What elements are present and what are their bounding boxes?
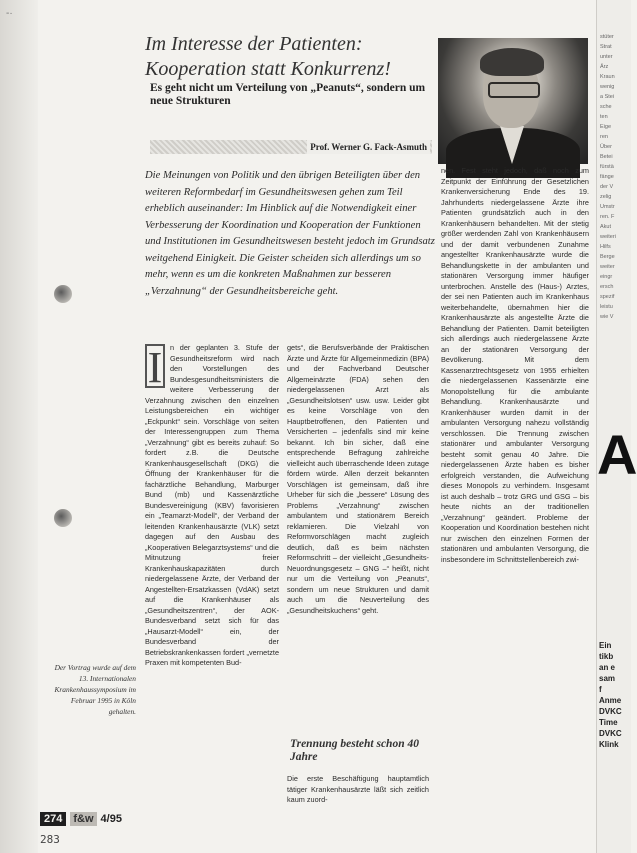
binder-margin [0,0,38,853]
neighbor-line: ten [600,114,608,120]
neighbor-bottom-line: Klink [599,740,619,749]
body-column-3 [441,166,589,565]
neighbor-line: Akut [600,224,612,230]
neighbor-line: spezif [600,294,615,300]
neighbor-line: ersch [600,284,614,290]
neighbor-line: eingr [600,274,613,280]
author-name: Prof. Werner G. Fack-Asmuth [307,140,430,154]
article-title [145,32,445,82]
body-column-1 [145,343,279,669]
neighbor-line: Umstr [600,204,615,210]
neighbor-text [597,0,631,322]
body-column-2-continued [287,774,429,806]
neighbor-line: Über [600,144,612,150]
neighbor-line: leistu [600,304,613,310]
section-subhead: Trennung besteht schon 40 Jahre [290,738,419,763]
column-1-text: n der geplanten 3. Stufe der Gesundheitsreform wird nach den Vorstellungen des Bundesgesundheitsministers die weitere Verbesserung der Verzahnung zwischen den einzelnen Leistungsbereichen ein wichtiger „Eckpunkt“ sein. Vorschläge von seiten der Interessengruppen zum Thema „Verzahnung“ gibt es bereits zuhauf: So fordert z.B. die Deutsche Krankenhausgesellschaft (DKG) die Öffnung der Krankenhäuser für die fachärztliche Behandlung, Marburger Bund (mb) und Kassenärztliche Bundesvereinigung (KBV) favorisieren ein „Teamarzt-Modell“, der Verband der leitenden Krankenhausärzte (VLK) setzt dagegen auf den Ausbau des „Kooperativen Belegarztsystems“ und die Mitnutzung freier Krankenhauskapazitäten durch niedergelassene Ärzte, der Verband der Angestellten-Ersatzkassen (VdAK) setzt auf die Krankenhäuser als „Gesundheitszentren“, der AOK-Bundesverband setzt sich für das „Hausarzt-Modell“ ein, der Bundesverband der Betriebskrankenkassen fordert „vernetzte Praxen mit kompetenten Bud- [145,343,279,667]
title-line-2: Kooperation statt Konkurrenz! [145,58,391,80]
author-photo [438,38,588,164]
neighbor-bottom-line: Ein [599,641,612,650]
neighbor-line: weiter [600,264,615,270]
neighbor-line: Ärz [600,64,609,70]
neighbor-line: Kraun [600,74,615,80]
neighbor-line: Eige [600,124,612,130]
neighbor-bottom-line: f [599,685,602,694]
neighbor-bottom-line: tikb [599,652,614,661]
neighbor-line: ren [600,134,608,140]
neighbor-big-letter: A [597,423,637,486]
neighbor-line: sche [600,104,612,110]
neighbor-line: Strat [600,44,612,50]
body-column-2 [287,343,429,616]
photo-caption: Der Vortrag wurde auf dem 13. Internationalen Krankenhaussymposium im Februar 1995 in Köln gehalten. [54,663,136,716]
article-subtitle: Es geht nicht um Verteilung von „Peanuts“, sondern um neue Strukturen [150,82,426,107]
neighbor-line: der V [600,184,614,190]
punch-hole-top [54,285,72,303]
column-3-text: nen. Fest steht jedoch, daß noch zum Zeitpunkt der Einführung der Gesetzlichen Krankenversicherung Ende des 19. Jahrhunderts niedergelassene Ärzte ihre Patienten grundsätzlich auch in den Krankenhäusern behandelten. Mit der stetig größer werdenden Zahl von Krankenhäusern und der damit verbundenen Zunahme angestellter Krankenhausärzte wurde die Behandlungskette in der ambulanten und stationären Versorgung immer häufiger unterbrochen. Anstelle des (Haus-) Arztes, der sei nen Patienten auch im Krankenhaus weiterbehandelte, übernahmen hier die Krankenhausärzte als angestellte Ärzte die Behandlung der Patienten. Damit beteiligten sich allerdings auch niedergelassene Ärzte an der stationären Versorgung der Bevölkerung. Mit dem Kassenarztrechtsgesetz von 1955 erhielten die niedergelassenen Kassenärzte eine Monopolstellung für die ambulante Behandlung. Krankenhausärzte und Krankenhäuser wurden damit in der ambulanten Versorgung nahezu vollständig verschlossen. Die Trennung zwischen stationärer und ambulanter Versorgung besteht somit genau 40 Jahre. Die niedergelassenen Ärzte haben es bisher erfolgreich verstanden, die Aufweichung dieses Monopols zu verhindern. Insgesamt ist auch deshalb – trotz GRG und GSG – bis heute nichts an der traditionellen „Verzahnung“ geändert. Probleme der Kooperation und Koordination bestehen nicht nur zwischen den einzelnen Formen der stationären und ambulanten Versorgung, die insbesondere im Schnittstellenbereich zwi- [441,166,589,564]
issue-number: 4/95 [100,813,122,825]
title-line-1: Im Interesse der Patienten: [145,33,363,55]
magazine-logo: f&w [70,812,96,826]
neighbor-line: wie V [600,314,614,320]
neighbor-line: zelig [600,194,612,200]
corner-mark: -· [6,8,13,19]
neighbor-bottom-line: an e [599,663,616,672]
handwritten-note: 283 [40,833,60,846]
neighbor-line: wenig [600,84,615,90]
neighbor-bottom-line: DVKC [599,729,622,738]
neighbor-line: fänge [600,174,614,180]
photo-hair [480,48,544,76]
neighbor-bottom-line: Anme [599,696,622,705]
neighbor-line: Hilfs [600,244,611,250]
photo-glasses [488,82,540,98]
neighbor-bottom-line: DVKC [599,707,622,716]
neighbor-bottom-line: sam [599,674,616,683]
page-footer [40,813,122,825]
column-2b-text: Die erste Beschäftigung hauptamtlich tätiger Krankenhausärzte läßt sich zeitlich kaum zuord- [287,774,429,804]
lead-paragraph: Die Meinungen von Politik und den übrigen Beteiligten über den weiteren Reformbedarf im Gesundheitswesen gehen zum Teil erheblich auseinander: Im Hinblick auf die Notwendigkeit einer Verbesserung der Koordination und Kooperation der Funktionen und Institutionen im Gesundheitswesen besteht jedoch im Grundsatz weitgehend Einigkeit. Die Geister scheiden sich allerdings um so mehr, wenn es um die konkreten Maßnahmen zur besseren „Verzahnung“ der Gesundheitsbereiche geht. [145,170,435,297]
neighbor-bottom-line: Time [599,718,618,727]
neighbor-line: a Stei [600,94,615,100]
neighbor-line: ren. F [600,214,615,220]
neighbor-line: unter [600,54,613,60]
page-number: 274 [40,812,66,826]
neighbor-line: fürstä [600,164,614,170]
drop-cap: I [145,344,165,388]
author-bar [150,140,432,154]
neighbor-bottom-text [599,640,622,750]
punch-hole-bottom [54,509,72,527]
neighbor-page-edge [596,0,637,853]
neighbor-line: stüter [600,34,614,40]
neighbor-line: Berge [600,254,615,260]
neighbor-line: weiteri [600,234,616,240]
neighbor-line: Betei [600,154,613,160]
column-2-text: gets“, die Berufsverbände der Praktischen Ärzte und Ärzte für Allgemeinmedizin (BPA) und der Fachverband Deutscher Allgemeinärzte (FDA) sehen den niedergelassenen Arzt als „Gesundheitslotsen“ usw. usw. Leider gibt es keine Vorschläge von den Hauptbetroffenen, den Patienten und Versicherten – jedenfalls sind mir keine bekannt. Ich bin sicher, daß eine entsprechende Befragung zahlreiche vielleicht auch überraschende Ideen zutage fördern würde. Allen derzeit bekannten Vorschlägen ist gemeinsam, daß ihre Urheber für sich die „bessere“ Lösung des Problems „Verzahnung“ zwischen ambulantem und stationärem Bereich reklamieren. Die Vielzahl von Reformvorschlägen macht zugleich deutlich, daß es beim nächsten Reformschritt – der vielleicht „Gesundheits-Neuordnungsgesetz – GNG –“ heißt, nicht nur um die Verteilung von „Peanuts“, sondern um neue Strukturen und damit auch um die Neuverteilung des „Gesundheitskuchens“ geht. [287,343,429,615]
